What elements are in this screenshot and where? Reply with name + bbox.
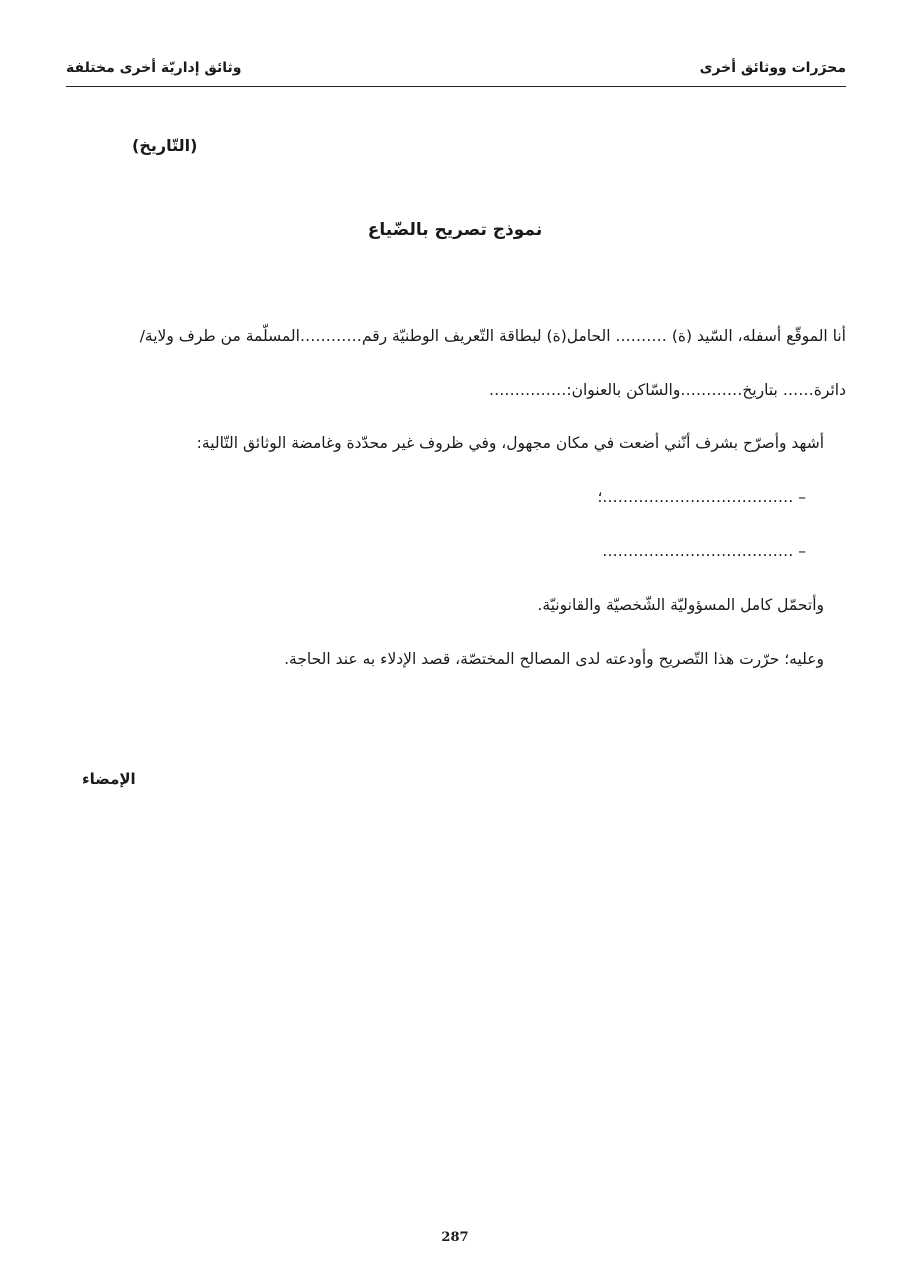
body-line-responsibility: وأتحمّل كامل المسؤوليّة الشّخصيّة والقانونيّة. [537, 596, 824, 614]
date-label: (التّاريخ) [132, 136, 198, 155]
page-number: 287 [441, 1230, 469, 1245]
page-header [66, 58, 846, 87]
body-line-closing: وعليه؛ حرّرت هذا التّصريح وأودعته لدى المصالح المختصّة، قصد الإدلاء به عند الحاجة. [284, 650, 824, 668]
document-list-item: – ……………………………….؛ [597, 488, 806, 506]
body-line-identity: أنا الموقّع أسفله، السّيد (ة) ………. الحامل(ة) لبطاقة التّعريف الوطنيّة رقم…………المسلّمة من طرف ولاية/ [139, 327, 846, 345]
header-section-title: وثائق إداريّة أخرى مختلفة [66, 60, 242, 76]
form-title: نموذج تصريح بالضّياع [367, 220, 543, 240]
signature-label: الإمضاء [82, 770, 136, 788]
body-line-address: دائرة…… بتاريخ…………والسّاكن بالعنوان:…………… [488, 381, 846, 399]
document-list-item: – ………………………………. [602, 542, 806, 560]
header-chapter-title: محرَرات ووثائق أخرى [699, 60, 846, 76]
body-line-declaration: أشهد وأصرّح بشرف أنّني أضعت في مكان مجهول، وفي ظروف غير محدّدة وغامضة الوثائق التّالية: [196, 434, 824, 452]
